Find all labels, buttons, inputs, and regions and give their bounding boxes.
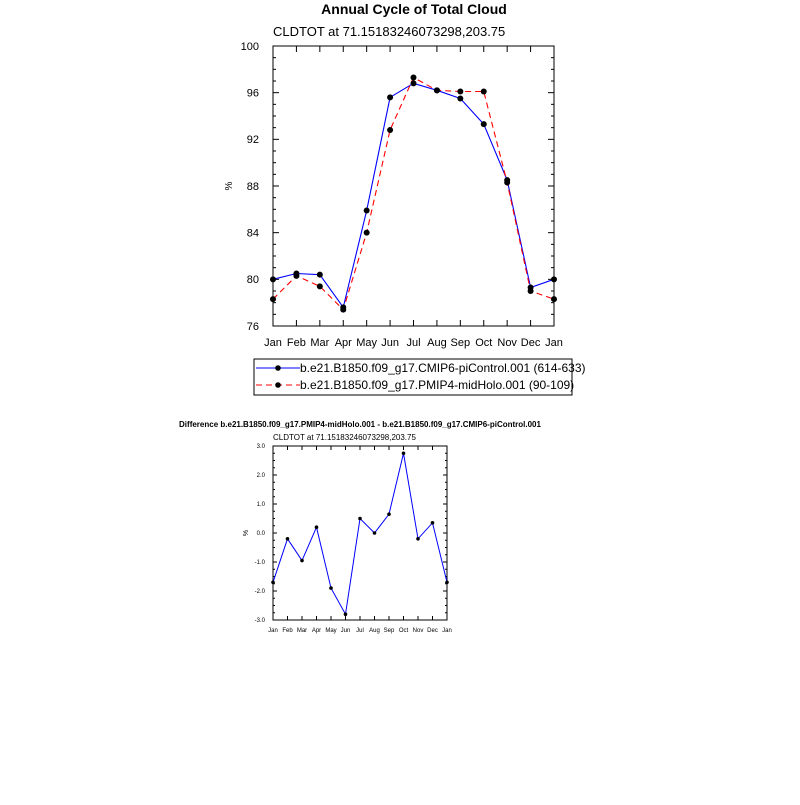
legend-marker-picontrol [275,365,281,371]
series-point-0 [387,94,393,100]
x-tick-label: Dec [427,628,438,634]
series-point-1 [528,288,534,294]
x-tick-label: Jan [268,628,278,634]
x-tick-label: Jan [545,337,563,349]
y-tick-label: 88 [246,180,259,193]
x-tick-label: Jul [356,628,364,634]
y-tick-label: -3.0 [254,618,265,625]
main-title: Annual Cycle of Total Cloud [321,1,507,17]
y-axis-label: % [243,529,250,537]
series-point-1 [411,75,417,81]
series-point-0 [411,80,417,86]
series-point-0 [286,537,290,541]
y-tick-label: 80 [246,274,259,287]
x-tick-label: Sep [450,337,471,349]
series-point-0 [416,537,420,541]
y-axis-label: % [224,181,235,191]
diff-chart [243,444,452,634]
series-point-0 [329,586,333,590]
series-point-1 [317,283,323,289]
top-chart [224,41,563,349]
series-point-1 [293,273,299,279]
y-tick-label: 3.0 [256,444,265,451]
series-point-1 [387,127,393,133]
series-point-1 [457,89,463,95]
x-tick-label: Jun [340,628,351,634]
plot-frame [273,446,447,620]
series-line-0 [273,83,554,307]
series-point-0 [431,521,435,525]
x-tick-label: Sep [383,628,395,634]
x-tick-label: Feb [282,628,293,634]
series-point-0 [270,276,276,282]
y-tick-label: 84 [246,227,259,240]
series-point-0 [457,96,463,102]
series-point-0 [358,517,362,521]
series-point-0 [402,451,406,455]
legend-label-picontrol: b.e21.B1850.f09_g17.CMIP6-piControl.001 (614-633) [300,361,586,375]
y-tick-label: 76 [246,320,259,333]
series-point-1 [434,87,440,93]
x-tick-label: Dec [520,337,541,349]
y-tick-label: -1.0 [254,560,265,567]
series-point-1 [340,307,346,313]
y-tick-label: 0.0 [256,531,265,538]
series-point-0 [317,272,323,278]
x-tick-label: Jun [381,337,399,349]
x-tick-label: Apr [334,337,352,349]
series-point-0 [300,559,304,563]
legend-label-midholo: b.e21.B1850.f09_g17.PMIP4-midHolo.001 (90-109) [300,378,575,392]
x-tick-label: Jan [264,337,282,349]
x-tick-label: Aug [427,337,447,349]
series-point-1 [481,89,487,95]
y-tick-label: 92 [246,134,259,147]
legend [254,359,586,395]
x-tick-label: Feb [286,337,306,349]
x-tick-label: May [356,337,378,349]
x-tick-label: Mar [310,337,330,349]
series-point-0 [551,276,557,282]
y-tick-label: 100 [240,40,259,53]
x-tick-label: Nov [412,628,424,634]
y-tick-label: 1.0 [256,502,265,509]
series-point-1 [551,296,557,302]
x-tick-label: Nov [497,337,517,349]
x-tick-label: Jul [406,337,421,349]
diff-subtitle: CLDTOT at 71.15183246073298,203.75 [273,433,416,442]
series-point-0 [481,121,487,127]
series-point-0 [271,581,275,585]
series-point-0 [315,525,319,529]
diff-title: Difference b.e21.B1850.f09_g17.PMIP4-midHolo.001 - b.e21.B1850.f09_g17.CMIP6-piControl.001 [179,420,541,429]
series-line-0 [273,453,447,614]
x-tick-label: Oct [475,337,493,349]
series-point-0 [387,512,391,516]
series-point-0 [445,581,449,585]
x-tick-label: Jan [442,628,452,634]
y-tick-label: 96 [246,87,259,100]
x-tick-label: May [325,628,337,634]
x-tick-label: Apr [311,628,322,634]
x-tick-label: Mar [296,628,308,634]
main-subtitle: CLDTOT at 71.15183246073298,203.75 [273,24,506,39]
y-tick-label: 2.0 [256,473,265,480]
legend-marker-midholo [275,382,281,388]
series-point-0 [344,612,348,616]
x-tick-label: Aug [369,628,380,634]
series-point-1 [364,230,370,236]
y-tick-label: -2.0 [254,589,265,596]
series-point-0 [373,531,377,535]
series-point-1 [270,296,276,302]
series-point-1 [504,180,510,186]
x-tick-label: Oct [398,628,409,634]
series-point-0 [364,208,370,214]
